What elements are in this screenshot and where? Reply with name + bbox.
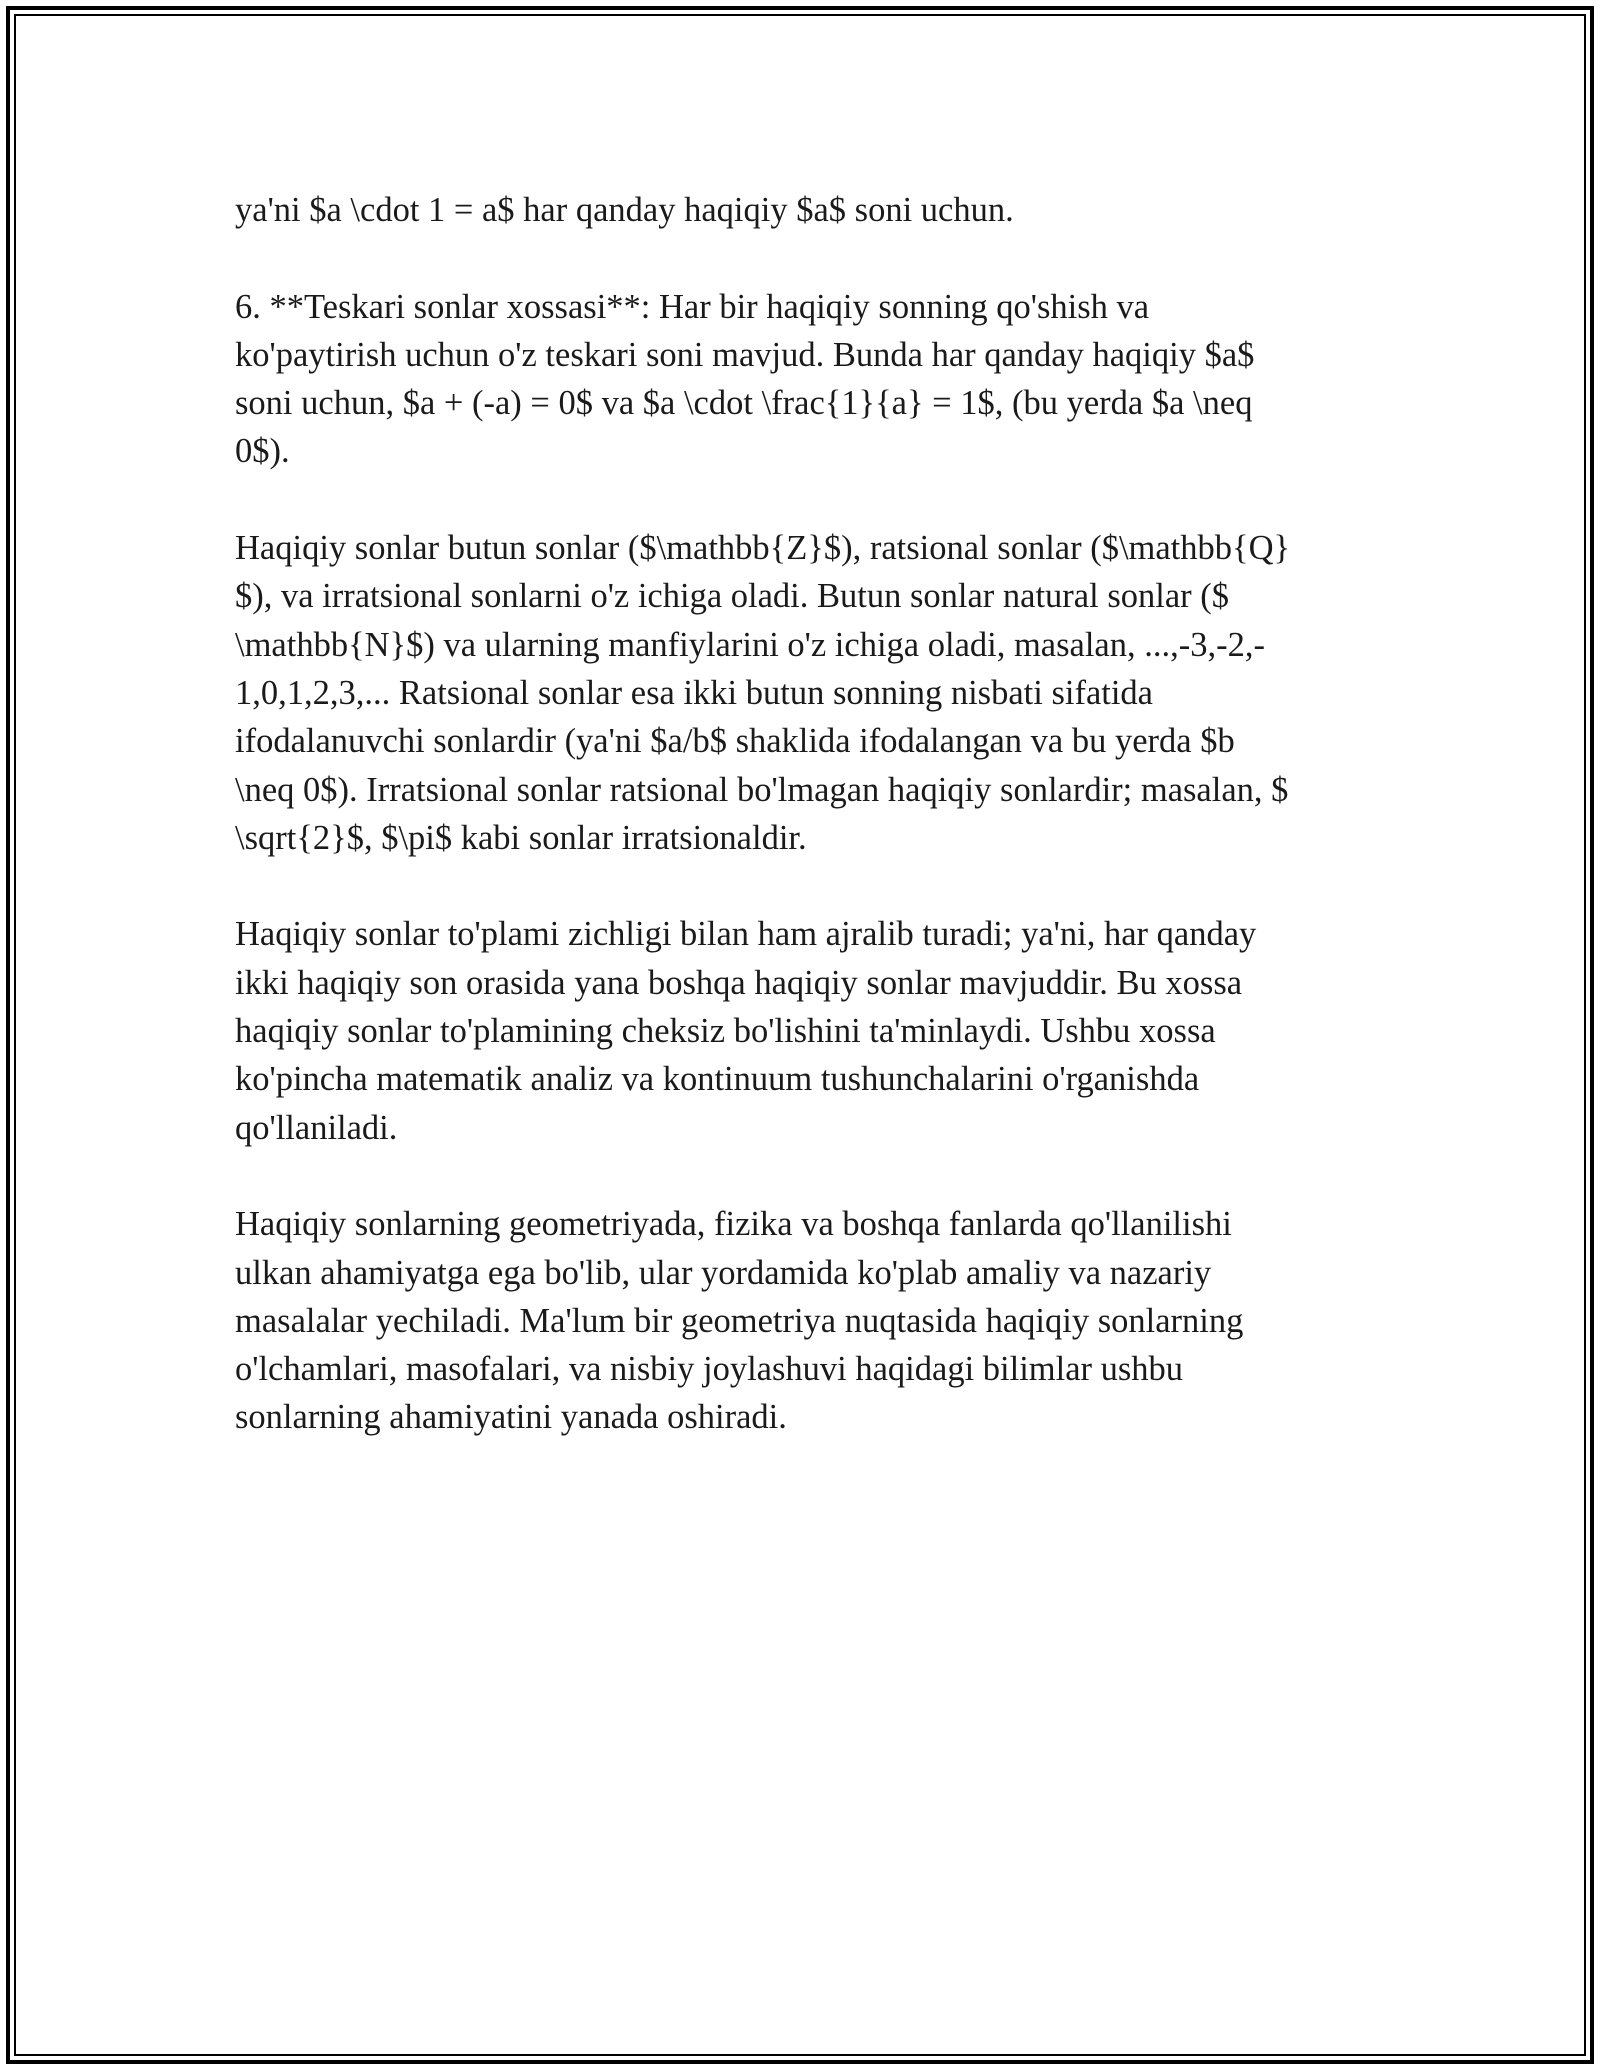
text-line: 0$). xyxy=(235,432,290,471)
text-line: 1,0,1,2,3,... Ratsional sonlar esa ikki butun sonning nisbati sifatida xyxy=(235,673,1153,712)
text-line: Haqiqiy sonlar to'plami zichligi bilan ham ajralib turadi; ya'ni, har qanday xyxy=(235,915,1257,954)
text-line: o'lchamlari, masofalari, va nisbiy joylashuvi haqidagi bilimlar ushbu xyxy=(235,1350,1184,1389)
text-line: ko'paytirish uchun o'z teskari soni mavjud. Bunda har qanday haqiqiy $a$ xyxy=(235,335,1255,374)
text-line: ko'pincha matematik analiz va kontinuum tushunchalarini o'rganishda xyxy=(235,1060,1200,1099)
text-line: ikki haqiqiy son orasida yana boshqa haqiqiy sonlar mavjuddir. Bu xossa xyxy=(235,963,1243,1002)
text-line: $), va irratsional sonlarni o'z ichiga oladi. Butun sonlar natural sonlar ($ xyxy=(235,577,1229,616)
paragraph-density xyxy=(235,910,1355,1151)
text-line: Haqiqiy sonlarning geometriyada, fizika va boshqa fanlarda qo'llanilishi xyxy=(235,1205,1232,1244)
text-line: \neq 0$). Irratsional sonlar ratsional bo'lmagan haqiqiy sonlardir; masalan, $ xyxy=(235,770,1289,809)
text-line: ulkan ahamiyatga ega bo'lib, ular yordamida ko'plab amaliy va nazariy xyxy=(235,1253,1212,1292)
paragraph-number-sets xyxy=(235,524,1355,862)
text-line: soni uchun, $a + (-a) = 0$ va $a \cdot \frac{1}{a} = 1$, (bu yerda $a \neq xyxy=(235,384,1253,423)
text-line: \mathbb{N}$) va ularning manfiylarini o'z ichiga oladi, masalan, ...,-3,-2,- xyxy=(235,625,1265,664)
text-line: ifodalanuvchi sonlardir (ya'ni $a/b$ shaklida ifodalangan va bu yerda $b xyxy=(235,722,1235,761)
document-body xyxy=(235,186,1355,1490)
paragraph-identity-note xyxy=(235,186,1355,234)
text-line: haqiqiy sonlar to'plamining cheksiz bo'lishini ta'minlaydi. Ushbu xossa xyxy=(235,1012,1216,1051)
paragraph-applications xyxy=(235,1200,1355,1441)
text-line: Haqiqiy sonlar butun sonlar ($\mathbb{Z}$), ratsional sonlar ($\mathbb{Q} xyxy=(235,529,1291,568)
text-line: sonlarning ahamiyatini yanada oshiradi. xyxy=(235,1398,787,1437)
text-line: masalalar yechiladi. Ma'lum bir geometriya nuqtasida haqiqiy sonlarning xyxy=(235,1301,1244,1340)
text-line: ya'ni $a \cdot 1 = a$ har qanday haqiqiy $a$ soni uchun. xyxy=(235,191,1014,229)
text-line: 6. **Teskari sonlar xossasi**: Har bir haqiqiy sonning qo'shish va xyxy=(235,287,1150,326)
text-line: \sqrt{2}$, $\pi$ kabi sonlar irratsionaldir. xyxy=(235,818,807,857)
text-line: qo'llaniladi. xyxy=(235,1108,398,1147)
paragraph-inverse-property xyxy=(235,283,1355,476)
